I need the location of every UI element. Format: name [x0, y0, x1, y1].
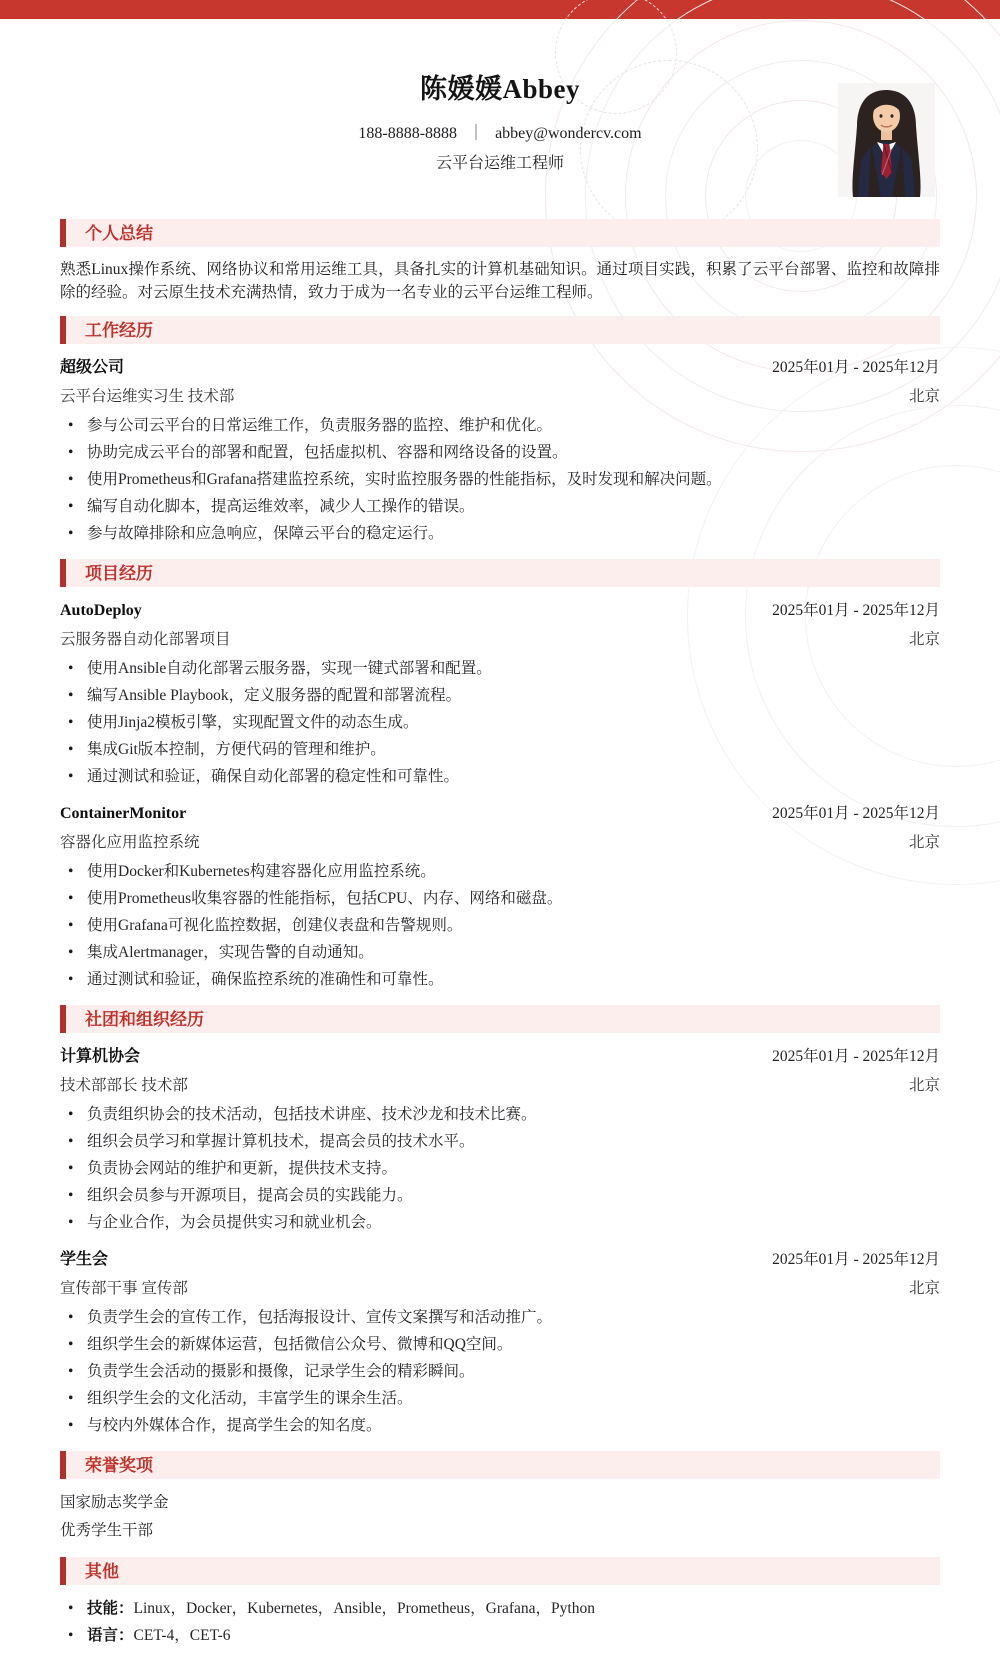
- skills-item: [60, 1595, 940, 1622]
- project-name: AutoDeploy: [60, 602, 142, 619]
- section-work: [60, 316, 940, 547]
- location: 北京: [908, 388, 940, 405]
- bullet-item: • 使用Ansible自动化部署云服务器，实现一键式部署和配置。: [60, 655, 940, 682]
- section-accent-bar: [60, 1451, 66, 1479]
- languages-value: CET-4，CET-6: [133, 1627, 231, 1644]
- section-header: [60, 559, 940, 587]
- organization-entry: [60, 1046, 940, 1236]
- section-accent-bar: [60, 1557, 66, 1585]
- entry-title-row: [60, 1046, 940, 1068]
- section-title: 工作经历: [85, 320, 153, 340]
- location: 北京: [908, 1077, 940, 1094]
- bullet-item: • 与企业合作，为会员提供实习和就业机会。: [60, 1209, 940, 1236]
- job-title: 云平台运维工程师: [435, 155, 564, 172]
- bullet-list: [60, 412, 940, 547]
- email-address: abbey@wondercv.com: [495, 125, 642, 142]
- honor-item: 国家励志奖学金: [60, 1494, 169, 1511]
- work-entry: [60, 357, 940, 547]
- section-title: 其他: [85, 1561, 119, 1581]
- bullet-item: • 使用Prometheus收集容器的性能指标，包括CPU、内存、网络和磁盘。: [60, 885, 940, 912]
- bullet-list: [60, 655, 940, 790]
- organization-name: 学生会: [60, 1251, 109, 1268]
- bullet-item: • 参与故障排除和应急响应，保障云平台的稳定运行。: [60, 520, 940, 547]
- entry-sub-row: [60, 386, 940, 407]
- project-subtitle: 容器化应用监控系统: [60, 834, 200, 851]
- skills-value: Linux，Docker，Kubernetes，Ansible，Prometheus，Grafana，Python: [133, 1600, 595, 1617]
- section-header: [60, 1557, 940, 1585]
- bullet-list: [60, 1101, 940, 1236]
- section-accent-bar: [60, 1005, 66, 1033]
- bullet-item: • 编写自动化脚本，提高运维效率，减少人工操作的错误。: [60, 493, 940, 520]
- bullet-item: • 负责组织协会的技术活动，包括技术讲座、技术沙龙和技术比赛。: [60, 1101, 940, 1128]
- bullet-list: [60, 1304, 940, 1439]
- bullet-item: • 负责协会网站的维护和更新，提供技术支持。: [60, 1155, 940, 1182]
- bullet-item: • 使用Docker和Kubernetes构建容器化应用监控系统。: [60, 858, 940, 885]
- section-other: [60, 1557, 940, 1649]
- date-range: 2025年01月 - 2025年12月: [772, 1048, 940, 1065]
- languages-label: 语言：: [87, 1627, 134, 1644]
- organization-entry: [60, 1249, 940, 1439]
- bullet-item: • 编写Ansible Playbook，定义服务器的配置和部署流程。: [60, 682, 940, 709]
- project-entry: [60, 600, 940, 790]
- entry-title-row: [60, 803, 940, 825]
- summary-paragraph: 熟悉Linux操作系统、网络协议和常用运维工具，具备扎实的计算机基础知识。通过项目实践，积累了云平台部署、监控和故障排除的经验。对云原生技术充满热情，致力于成为一名专业的云平台运维工程师。: [60, 261, 940, 301]
- date-range: 2025年01月 - 2025年12月: [772, 1251, 940, 1268]
- section-header: [60, 1451, 940, 1479]
- section-organizations: [60, 1005, 940, 1439]
- role-title: 云平台运维实习生 技术部: [60, 388, 235, 405]
- entry-sub-row: [60, 629, 940, 650]
- section-accent-bar: [60, 219, 66, 247]
- bullet-item: • 集成Git版本控制，方便代码的管理和维护。: [60, 736, 940, 763]
- role-title: 宣传部干事 宣传部: [60, 1280, 188, 1297]
- project-subtitle: 云服务器自动化部署项目: [60, 631, 231, 648]
- section-honors: [60, 1451, 940, 1545]
- bullet-item: • 负责学生会活动的摄影和摄像，记录学生会的精彩瞬间。: [60, 1358, 940, 1385]
- bullet-item: • 通过测试和验证，确保监控系统的准确性和可靠性。: [60, 966, 940, 993]
- bullet-item: • 集成Alertmanager，实现告警的自动通知。: [60, 939, 940, 966]
- section-header: [60, 1005, 940, 1033]
- honor-item: 优秀学生干部: [60, 1522, 154, 1539]
- section-summary: [60, 219, 940, 304]
- entry-sub-row: [60, 1075, 940, 1096]
- section-title: 项目经历: [85, 563, 153, 583]
- date-range: 2025年01月 - 2025年12月: [772, 602, 940, 619]
- bullet-list: [60, 858, 940, 993]
- bullet-item: • 负责学生会的宣传工作，包括海报设计、宣传文案撰写和活动推广。: [60, 1304, 940, 1331]
- company-name: 超级公司: [60, 359, 125, 376]
- bullet-item: • 组织学生会的文化活动，丰富学生的课余生活。: [60, 1385, 940, 1412]
- section-title: 社团和组织经历: [85, 1009, 204, 1029]
- profile-photo: [838, 83, 935, 197]
- contact-separator: ｜: [468, 125, 485, 142]
- entry-title-row: [60, 1249, 940, 1271]
- date-range: 2025年01月 - 2025年12月: [772, 805, 940, 822]
- section-header: [60, 219, 940, 247]
- project-entry: [60, 803, 940, 993]
- portrait-illustration: [838, 83, 935, 197]
- section-title: 个人总结: [85, 223, 153, 243]
- section-accent-bar: [60, 559, 66, 587]
- section-title: 荣誉奖项: [85, 1455, 153, 1475]
- entry-title-row: [60, 357, 940, 379]
- candidate-name: 陈媛媛Abbey: [419, 74, 580, 104]
- bullet-item: • 与校内外媒体合作，提高学生会的知名度。: [60, 1412, 940, 1439]
- bullet-item: • 通过测试和验证，确保自动化部署的稳定性和可靠性。: [60, 763, 940, 790]
- bullet-item: • 组织会员参与开源项目，提高会员的实践能力。: [60, 1182, 940, 1209]
- languages-item: [60, 1622, 940, 1649]
- top-accent-bar: [0, 0, 1000, 19]
- bullet-item: • 使用Jinja2模板引擎，实现配置文件的动态生成。: [60, 709, 940, 736]
- location: 北京: [908, 631, 940, 648]
- bullet-item: • 使用Grafana可视化监控数据，创建仪表盘和告警规则。: [60, 912, 940, 939]
- phone-number: 188-8888-8888: [358, 125, 458, 142]
- section-projects: [60, 559, 940, 993]
- bullet-item: • 参与公司云平台的日常运维工作，负责服务器的监控、维护和优化。: [60, 412, 940, 439]
- bullet-item: • 使用Prometheus和Grafana搭建监控系统，实时监控服务器的性能指标，及时发现和解决问题。: [60, 466, 940, 493]
- entry-title-row: [60, 600, 940, 622]
- bullet-item: • 协助完成云平台的部署和配置，包括虚拟机、容器和网络设备的设置。: [60, 439, 940, 466]
- location: 北京: [908, 1280, 940, 1297]
- organization-name: 计算机协会: [60, 1048, 141, 1065]
- bullet-item: • 组织学生会的新媒体运营，包括微信公众号、微博和QQ空间。: [60, 1331, 940, 1358]
- resume-body: [0, 219, 1000, 1649]
- entry-sub-row: [60, 832, 940, 853]
- bullet-list: [60, 1595, 940, 1649]
- bullet-item: • 组织会员学习和掌握计算机技术，提高会员的技术水平。: [60, 1128, 940, 1155]
- honor-list: [60, 1489, 940, 1545]
- project-name: ContainerMonitor: [60, 805, 187, 822]
- role-title: 技术部部长 技术部: [60, 1077, 188, 1094]
- section-accent-bar: [60, 316, 66, 344]
- location: 北京: [908, 834, 940, 851]
- skills-label: 技能：: [87, 1600, 134, 1617]
- entry-sub-row: [60, 1278, 940, 1299]
- section-header: [60, 316, 940, 344]
- date-range: 2025年01月 - 2025年12月: [772, 359, 940, 376]
